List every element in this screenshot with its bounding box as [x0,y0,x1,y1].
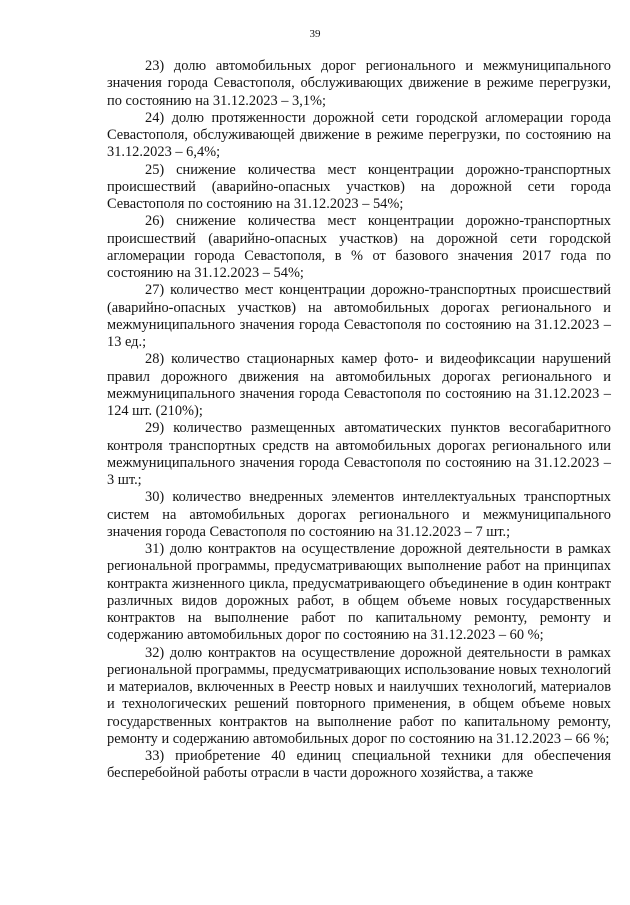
paragraph-29: 29) количество размещенных автоматических пунктов весогабаритного контроля транспортных средств на автомобильных дорогах регионального или межмуниципального значения города Севастополя по состоянию на 31.12.2023 – 3 шт.; [107,420,611,488]
paragraph-23: 23) долю автомобильных дорог регионального и межмуниципального значения города Севастополя, обслуживающих движение в режиме перегрузки, по состоянию на 31.12.2023 – 3,1%; [107,58,611,109]
paragraph-27: 27) количество мест концентрации дорожно-транспортных происшествий (аварийно-опасных участков) на автомобильных дорогах регионального и межмуниципального значения города Севастополя по состоянию на 31.12.2023 – 13 ед.; [107,282,611,350]
paragraph-25: 25) снижение количества мест концентрации дорожно-транспортных происшествий (аварийно-опасных участков) на дорожной сети города Севастополя по состоянию на 31.12.2023 – 54%; [107,161,611,212]
paragraph-26: 26) снижение количества мест концентрации дорожно-транспортных происшествий (аварийно-опасных участков) на дорожной сети городской агломерации города Севастополя, в % от базового значения 2017 года по состоянию на 31.12.2023 – 54%; [107,213,611,281]
paragraph-32: 32) долю контрактов на осуществление дорожной деятельности в рамках региональной программы, предусматривающих использование новых технологий и материалов, включенных в Реестр новых и наилучших технологий, материалов и технологических решений повторного применения, в общем объеме новых государственных контрактов на выполнение работ по капитальному ремонту, ремонту и содержанию автомобильных дорог по состоянию на 31.12.2023 – 66 %; [107,644,611,747]
paragraph-24: 24) долю протяженности дорожной сети городской агломерации города Севастополя, обслуживающей движение в режиме перегрузки, по состоянию на 31.12.2023 – 6,4%; [107,109,611,161]
paragraph-33: 33) приобретение 40 единиц специальной техники для обеспечения бесперебойной работы отрасли в части дорожного хозяйства, а также [107,748,611,782]
document-body [107,58,611,783]
paragraph-28: 28) количество стационарных камер фото- и видеофиксации нарушений правил дорожного движения на автомобильных дорогах регионального и межмуниципального значения города Севастополя по состоянию на 31.12.2023 – 124 шт. (210%); [107,351,611,419]
paragraph-30: 30) количество внедренных элементов интеллектуальных транспортных систем на автомобильных дорогах регионального и межмуниципального значения города Севастополя по состоянию на 31.12.2023 – 7 шт.; [107,489,611,540]
page-number: 39 [309,28,321,40]
paragraph-31: 31) долю контрактов на осуществление дорожной деятельности в рамках региональной программы, предусматривающих выполнение работ на принципах контракта жизненного цикла, предусматривающего объединение в один контракт различных видов дорожных работ, в общем объеме новых государственных контрактов на выполнение работ по капитальному ремонту, ремонту и содержанию автомобильных дорог по состоянию на 31.12.2023 – 60 %; [107,541,611,644]
